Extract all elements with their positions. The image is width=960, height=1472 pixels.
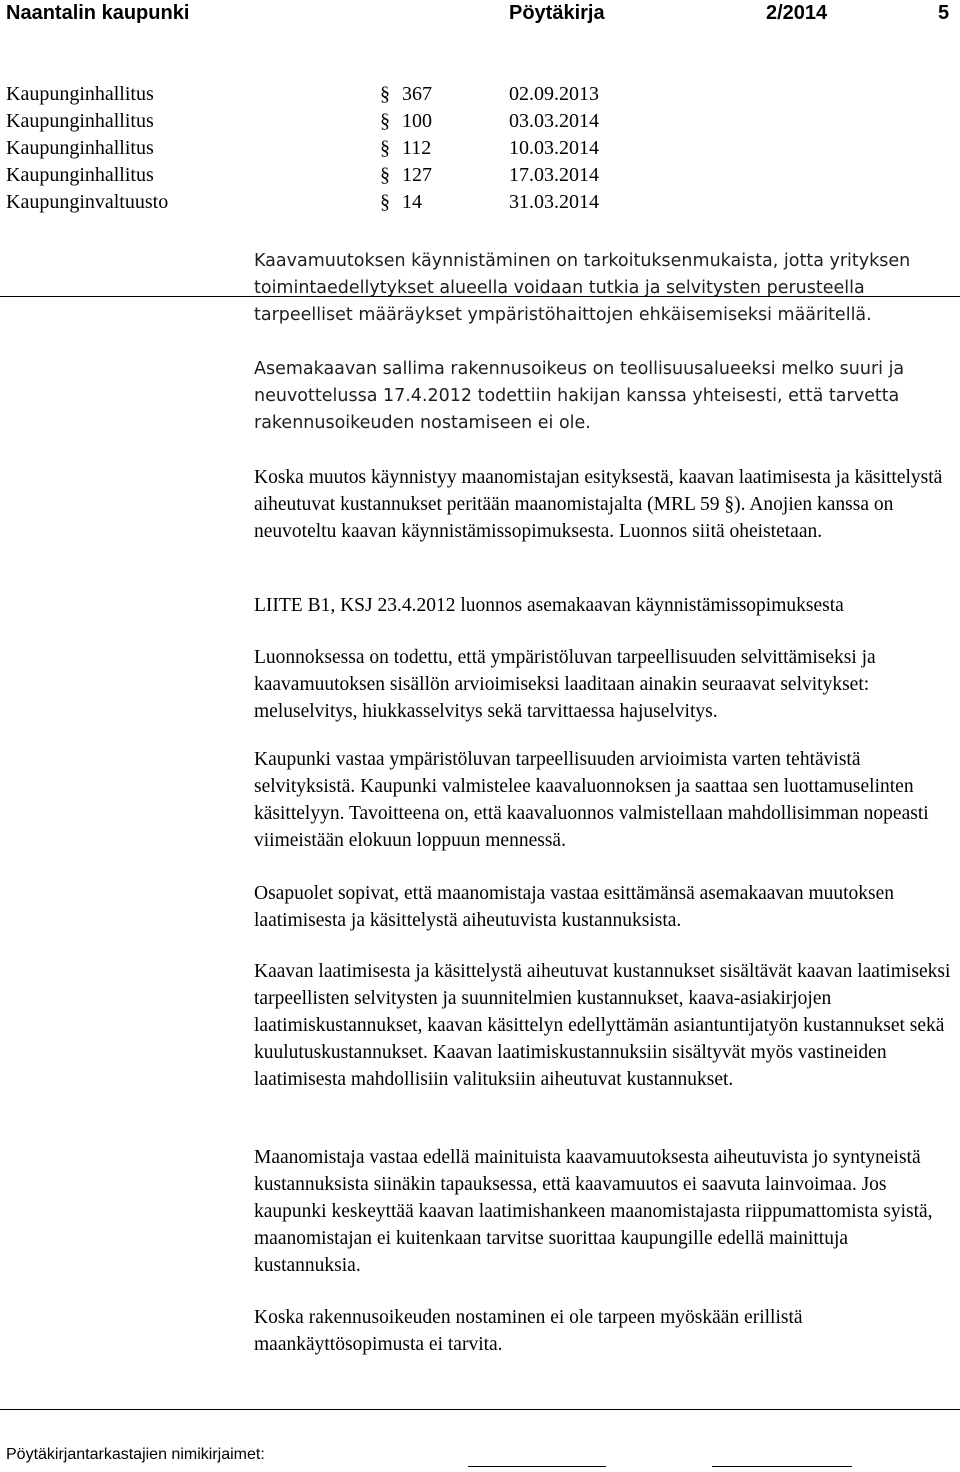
section-number: 112 bbox=[402, 137, 432, 159]
history-body: Kaupunginhallitus bbox=[6, 110, 154, 132]
section-symbol: § bbox=[380, 110, 390, 132]
meeting-date: 03.03.2014 bbox=[509, 110, 599, 132]
section-number: 100 bbox=[402, 110, 432, 132]
meeting-date: 17.03.2014 bbox=[509, 164, 599, 186]
section-number: 367 bbox=[402, 83, 432, 105]
history-row bbox=[0, 108, 960, 135]
body-paragraph: Luonnoksessa on todettu, että ympäristöluvan tarpeellisuuden selvittämiseksi ja kaavamuutoksen sisällön arvioimiseksi laaditaan ainakin seuraavat selvitykset: meluselvitys, hiukkasselvitys sekä tarvittaessa hajuselvitys. bbox=[254, 647, 876, 722]
organization-name: Naantalin kaupunki bbox=[6, 2, 190, 24]
body-paragraph: Kaavan laatimisesta ja käsittelystä aiheutuvat kustannukset sisältävät kaavan laatimiseksi tarpeellisten selvitysten ja suunnitelmien kustannukset, kaava-asiakirjojen laatimiskustannukset, kaavan käsittelyn edellyttämän asiantuntijatyön kustannukset sekä kuulutuskustannukset. Kaavan laatimiskustannuksiin sisältyvät myös vastineiden laatimisesta mahdollisiin valituksiin aiheutuvat kustannukset. bbox=[254, 961, 951, 1090]
body-paragraph: Koska rakennusoikeuden nostaminen ei ole tarpeen myöskään erillistä maankäyttösopimusta ei tarvita. bbox=[254, 1307, 803, 1355]
page-number: 5 bbox=[938, 2, 950, 24]
history-row bbox=[0, 135, 960, 162]
body-paragraph: Osapuolet sopivat, että maanomistaja vastaa esittämänsä asemakaavan muutoksen laatimisesta ja käsittelystä aiheutuvista kustannuksista. bbox=[254, 883, 895, 931]
attachment-reference: LIITE B1, KSJ 23.4.2012 luonnos asemakaavan käynnistämissopimuksesta bbox=[254, 595, 844, 616]
history-body: Kaupunginhallitus bbox=[6, 137, 154, 159]
body-paragraph: Asemakaavan sallima rakennusoikeus on teollisuusalueeksi melko suuri ja neuvottelussa 17.4.2012 todettiin hakijan kanssa yhteisesti, että tarvetta rakennusoikeuden nostamiseen ei ole. bbox=[254, 359, 905, 433]
decision-history bbox=[0, 81, 960, 216]
meeting-date: 10.03.2014 bbox=[509, 137, 599, 159]
signatures-label: Pöytäkirjantarkastajien nimikirjaimet: bbox=[6, 1446, 265, 1463]
history-row bbox=[0, 189, 960, 216]
history-body: Kaupunginhallitus bbox=[6, 164, 154, 186]
signature-line bbox=[468, 1466, 606, 1467]
section-symbol: § bbox=[380, 164, 390, 186]
issue-number: 2/2014 bbox=[766, 2, 828, 24]
section-symbol: § bbox=[380, 191, 390, 213]
section-symbol: § bbox=[380, 83, 390, 105]
meeting-date: 02.09.2013 bbox=[509, 83, 599, 105]
history-row bbox=[0, 81, 960, 108]
body-paragraph: Kaupunki vastaa ympäristöluvan tarpeellisuuden arvioimista varten tehtävistä selvityksistä. Kaupunki valmistelee kaavaluonnoksen ja saattaa sen luottamuselinten käsittelyyn. Tavoitteena on, että kaavaluonnos valmistellaan mahdollisimman nopeasti viimeistään elokuun loppuun mennessä. bbox=[254, 749, 929, 851]
body-paragraph: Koska muutos käynnistyy maanomistajan esityksestä, kaavan laatimisesta ja käsittelystä aiheutuvat kustannukset peritään maanomistajalta (MRL 59 §). Anojien kanssa on neuvoteltu kaavan käynnistämissopimuksesta. Luonnos siitä oheistetaan. bbox=[254, 467, 943, 542]
signature-line bbox=[712, 1466, 852, 1467]
footer-divider bbox=[0, 1409, 960, 1410]
section-number: 127 bbox=[402, 164, 432, 186]
history-row bbox=[0, 162, 960, 189]
meeting-date: 31.03.2014 bbox=[509, 191, 599, 213]
body-paragraph: Maanomistaja vastaa edellä mainituista kaavamuutoksesta aiheutuvista jo syntyneistä kustannuksista siinäkin tapauksessa, että kaavamuutos ei saavuta lainvoimaa. Jos kaupunki keskeyttää kaavan laatimishankeen maanomistajasta riippumattomista syistä, maanomistajan ei kuitenkaan tarvitse suorittaa kaupungille edellä mainittuja kustannuksia. bbox=[254, 1147, 933, 1276]
document-type: Pöytäkirja bbox=[509, 2, 605, 24]
page-header bbox=[0, 0, 960, 28]
section-symbol: § bbox=[380, 137, 390, 159]
history-body: Kaupunginhallitus bbox=[6, 83, 154, 105]
history-body: Kaupunginvaltuusto bbox=[6, 191, 169, 213]
body-paragraph: Kaavamuutoksen käynnistäminen on tarkoituksenmukaista, jotta yrityksen toimintaedellytykset alueella voidaan tutkia ja selvitysten perusteella tarpeelliset määräykset ympäristöhaittojen ehkäisemiseksi määritellä. bbox=[254, 251, 911, 325]
section-number: 14 bbox=[402, 191, 422, 213]
